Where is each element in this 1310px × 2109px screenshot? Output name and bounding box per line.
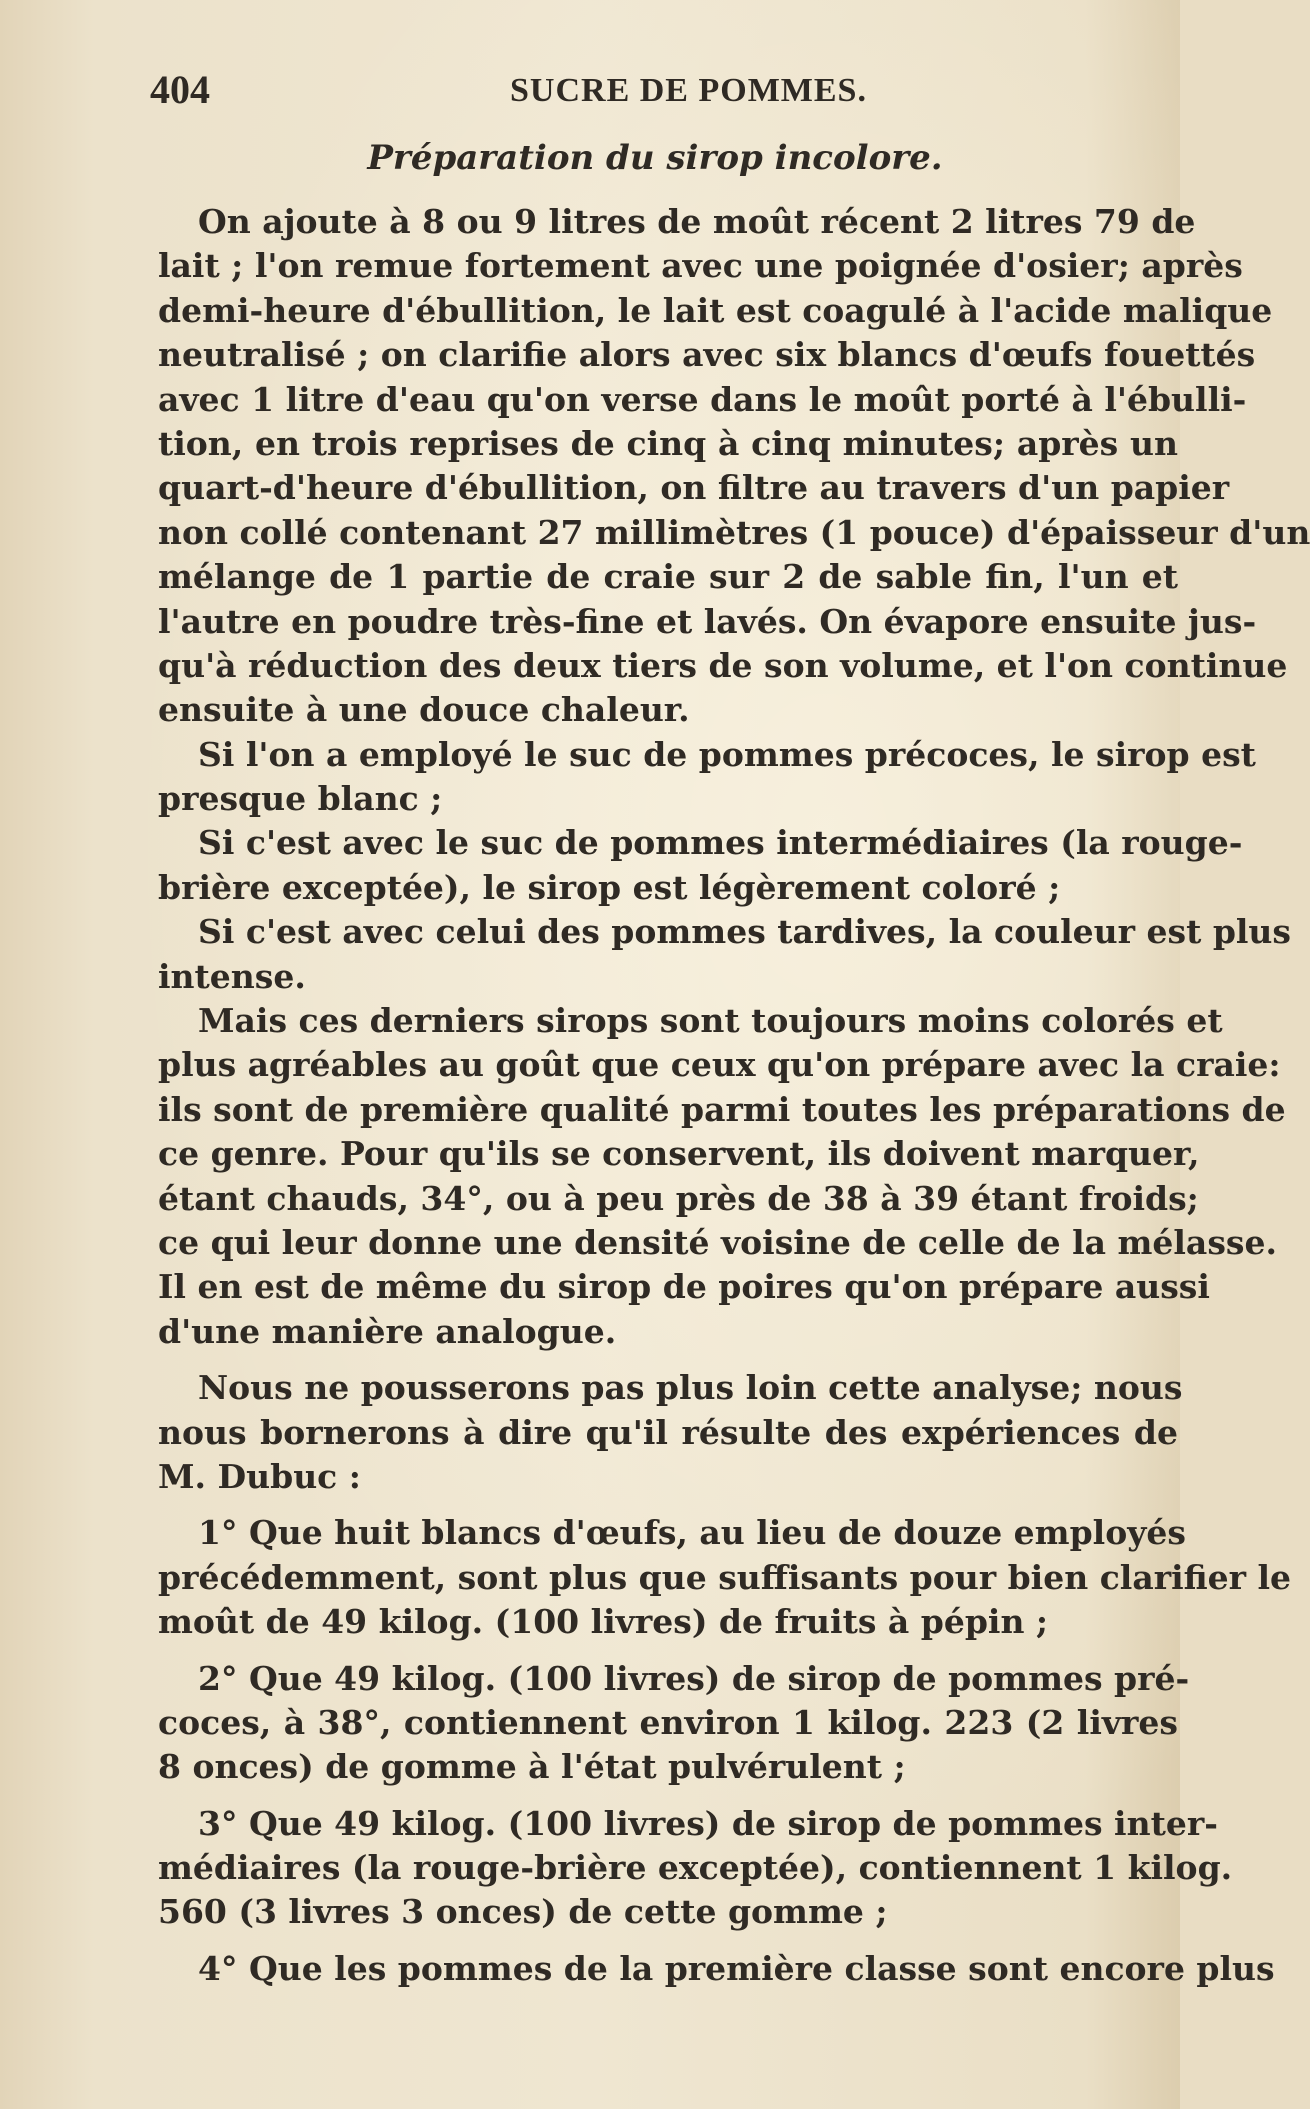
text-line: mélange de 1 partie de craie sur 2 de sable fin, l'un et [158,557,1178,597]
text-line: presque blanc ; [158,779,443,819]
text-line: quart-d'heure d'ébullition, on filtre au travers d'un papier [158,468,1230,508]
text-line: brière exceptée), le sirop est légèrement coloré ; [158,867,1061,907]
text-line: coces, à 38°, contiennent environ 1 kilog. 223 (2 livres [158,1702,1178,1742]
text-line: nous bornerons à dire qu'il résulte des expériences de [158,1412,1178,1452]
text-line: Mais ces derniers sirops sont toujours moins colorés et [198,1001,1223,1041]
running-title: SUCRE DE POMMES. [510,72,867,109]
paragraph-gap [158,1499,1178,1511]
text-line: ils sont de première qualité parmi toutes les préparations de [158,1089,1286,1129]
text-line: étant chauds, 34°, ou à peu près de 38 à 39 étant froids; [158,1178,1199,1218]
text-line: plus agréables au goût que ceux qu'on prépare avec la craie: [158,1045,1281,1085]
text-line: 8 onces) de gomme à l'état pulvérulent ; [158,1747,906,1787]
paragraph-gap [158,1354,1178,1366]
text-line: moût de 49 kilog. (100 livres) de fruits à pépin ; [158,1602,1049,1642]
text-line: On ajoute à 8 ou 9 litres de moût récent 2 litres 79 de [198,202,1196,241]
text-line: Nous ne pousserons pas plus loin cette analyse; nous [198,1368,1183,1408]
text-line: médiaires (la rouge-brière exceptée), contiennent 1 kilog. [158,1848,1233,1888]
text-line: 1° Que huit blancs d'œufs, au lieu de douze employés [198,1513,1186,1553]
text-line: ce qui leur donne une densité voisine de celle de la mélasse. [158,1222,1277,1262]
text-line: avec 1 litre d'eau qu'on verse dans le moût porté à l'ébulli- [158,379,1247,419]
text-line: neutralisé ; on clarifie alors avec six blancs d'œufs fouettés [158,335,1256,375]
paragraph-gap [158,1645,1178,1657]
text-line: Si c'est avec le suc de pommes intermédiaires (la rouge- [198,823,1243,863]
text-line: tion, en trois reprises de cinq à cinq minutes; après un [158,423,1178,463]
section-title: Préparation du sirop incolore. [367,138,943,178]
text-line: 3° Que 49 kilog. (100 livres) de sirop de pommes inter- [198,1803,1218,1843]
text-line: demi-heure d'ébullition, le lait est coagulé à l'acide malique [158,290,1273,330]
text-line: l'autre en poudre très-fine et lavés. On évapore ensuite jus- [158,601,1257,641]
text-line: ce genre. Pour qu'ils se conservent, ils doivent marquer, [158,1134,1200,1174]
text-line: lait ; l'on remue fortement avec une poignée d'osier; après [158,246,1243,286]
text-line: 4° Que les pommes de la première classe sont encore plus [198,1948,1275,1988]
body-text [158,200,1310,1991]
paragraph-gap [158,1935,1178,1947]
text-line: Si l'on a employé le suc de pommes précoces, le sirop est [198,734,1256,774]
text-line: 2° Que 49 kilog. (100 livres) de sirop de pommes pré- [198,1658,1190,1698]
text-line: qu'à réduction des deux tiers de son volume, et l'on continue [158,645,1288,685]
paragraph-gap [158,1790,1178,1802]
text-line: précédemment, sont plus que suffisants pour bien clarifier le [158,1557,1292,1597]
text-line: Si c'est avec celui des pommes tardives, la couleur est plus [198,912,1291,952]
text-line: d'une manière analogue. [158,1311,617,1351]
text-line: M. Dubuc : [158,1456,361,1496]
text-line: ensuite à une douce chaleur. [158,690,690,730]
text-line: non collé contenant 27 millimètres (1 pouce) d'épaisseur d'un [158,512,1310,552]
page-number: 404 [150,67,210,112]
text-line: 560 (3 livres 3 onces) de cette gomme ; [158,1892,888,1932]
running-head [150,66,1160,116]
text-line: Il en est de même du sirop de poires qu'on prépare aussi [158,1267,1210,1307]
text-line: intense. [158,956,306,996]
